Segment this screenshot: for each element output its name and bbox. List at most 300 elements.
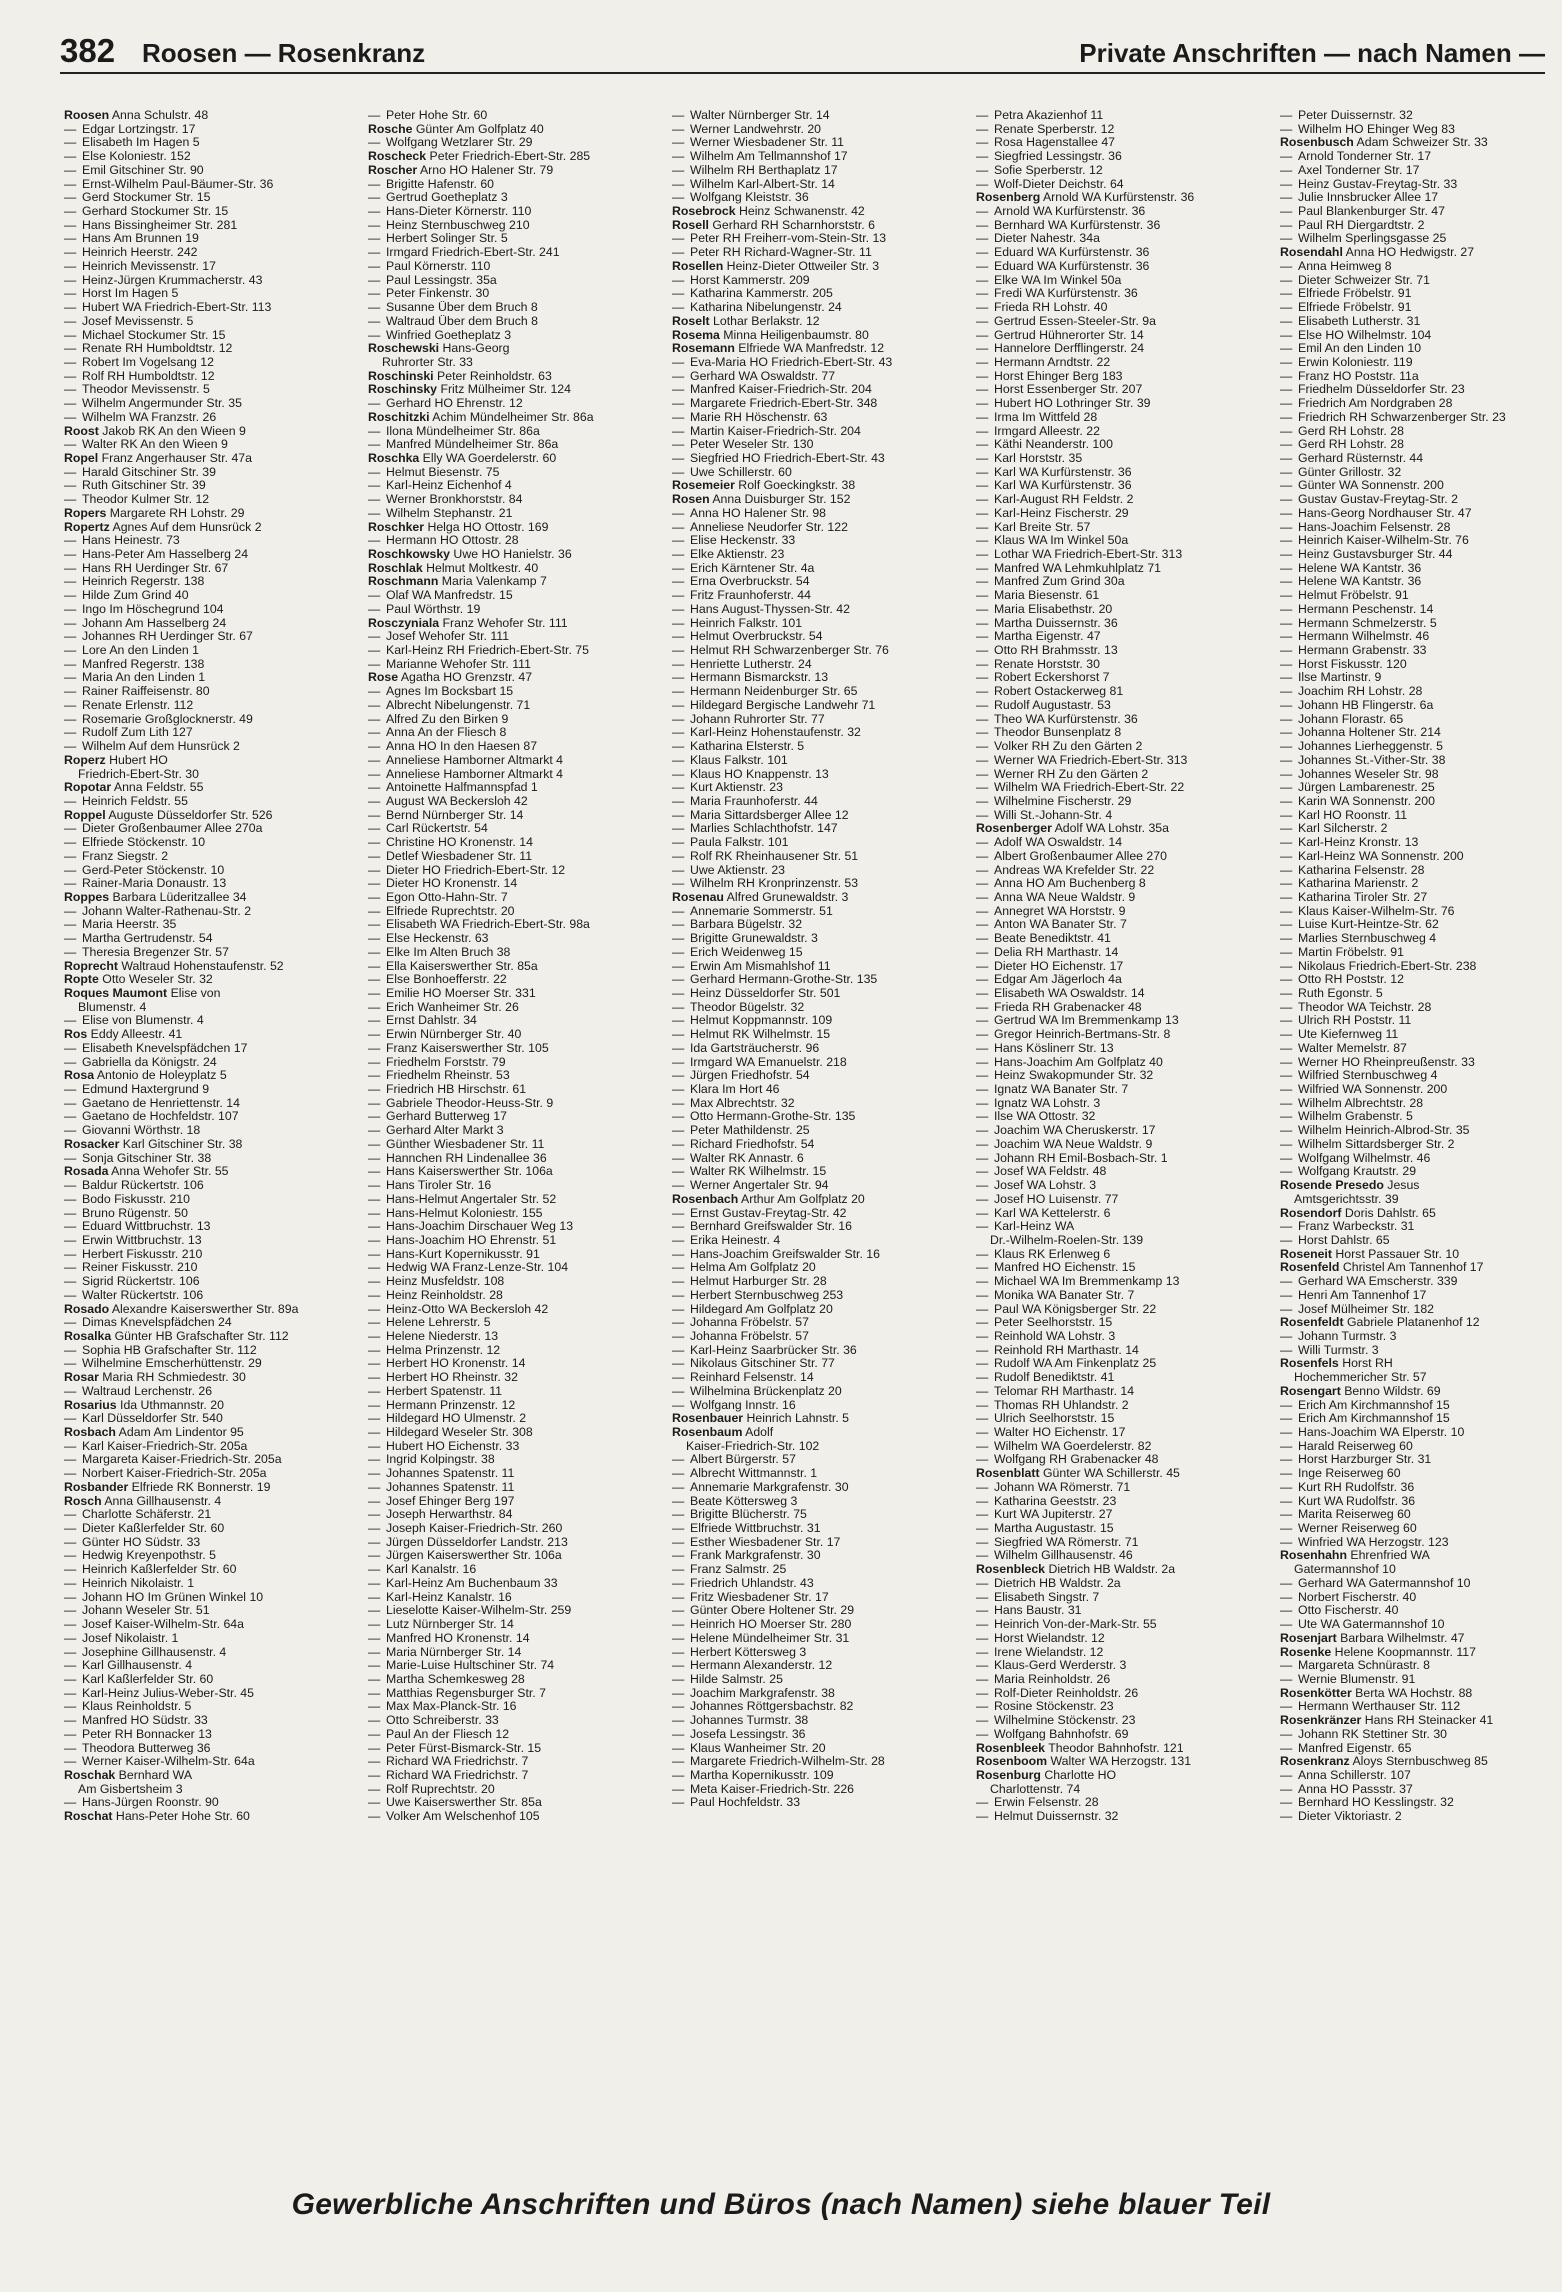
listing-entry: — Wilhelmine Stöckenstr. 23 bbox=[976, 1714, 1136, 1728]
listing-entry: — Wernie Blumenstr. 91 bbox=[1280, 1672, 1416, 1686]
listing-entry: — Erich Am Kirchmannshof 15 bbox=[1280, 1412, 1450, 1426]
listing-entry: — Günter HO Südstr. 33 bbox=[64, 1535, 201, 1549]
repeat-dash: — bbox=[1280, 287, 1293, 301]
surname: Roprecht bbox=[64, 959, 118, 973]
listing-entry: — Karl Kaiser-Friedrich-Str. 205a bbox=[64, 1439, 248, 1453]
repeat-dash: — bbox=[672, 685, 685, 699]
listing-entry: — Hedwig Kreyenpothstr. 5 bbox=[64, 1549, 216, 1563]
repeat-dash: — bbox=[976, 1137, 989, 1151]
listing-entry: — Peter RH Bonnacker 13 bbox=[64, 1727, 212, 1741]
repeat-dash: — bbox=[672, 355, 685, 369]
repeat-dash: — bbox=[64, 1563, 77, 1577]
listing-entry: — Elke Im Alten Bruch 38 bbox=[368, 945, 511, 959]
repeat-dash: — bbox=[1280, 1508, 1293, 1522]
repeat-dash: — bbox=[976, 1302, 989, 1316]
repeat-dash: — bbox=[1280, 1302, 1293, 1316]
repeat-dash: — bbox=[1280, 1151, 1293, 1165]
repeat-dash: — bbox=[368, 918, 381, 932]
surname: Roscheck bbox=[368, 150, 427, 164]
repeat-dash: — bbox=[64, 1247, 77, 1261]
repeat-dash: — bbox=[368, 287, 381, 301]
surname-entry: Roppes Barbara Lüderitzallee 34 bbox=[64, 890, 247, 904]
listing-entry: — Elke WA Im Winkel 50a bbox=[976, 273, 1122, 287]
listing-entry: — Elisabeth Im Hagen 5 bbox=[64, 136, 200, 150]
repeat-dash: — bbox=[368, 1768, 381, 1782]
repeat-dash: — bbox=[976, 246, 989, 260]
listing-entry: — Axel Tonderner Str. 17 bbox=[1280, 163, 1420, 177]
listing-entry: — Richard Friedhofstr. 54 bbox=[672, 1137, 815, 1151]
listing-entry: — Julie Innsbrucker Allee 17 bbox=[1280, 191, 1439, 205]
listing-entry: — Werner Kaiser-Wilhelm-Str. 64a bbox=[64, 1755, 255, 1769]
listing-entry: — Rainer Raiffeisenstr. 80 bbox=[64, 685, 210, 699]
listing-entry: — Giovanni Wörthstr. 18 bbox=[64, 1124, 201, 1138]
listing-entry: — Sophia HB Grafschafter Str. 112 bbox=[64, 1343, 257, 1357]
repeat-dash: — bbox=[976, 136, 989, 150]
surname: Rosendorf bbox=[1280, 1206, 1342, 1220]
repeat-dash: — bbox=[976, 177, 989, 191]
repeat-dash: — bbox=[672, 1261, 685, 1275]
repeat-dash: — bbox=[672, 136, 685, 150]
repeat-dash: — bbox=[368, 1165, 381, 1179]
listing-entry: — Martha Schemkesweg 28 bbox=[368, 1672, 525, 1686]
repeat-dash: — bbox=[368, 1384, 381, 1398]
listing-entry: — Günter WA Sonnenstr. 200 bbox=[1280, 479, 1444, 493]
listing-entry: — Heinrich Feldstr. 55 bbox=[64, 794, 188, 808]
listing-entry: — Hermann Prinzenstr. 12 bbox=[368, 1398, 516, 1412]
listing-entry: — Detlef Wiesbadener Str. 11 bbox=[368, 849, 533, 863]
listing-entry: — Hans-Joachim Am Golfplatz 40 bbox=[976, 1055, 1163, 1069]
repeat-dash: — bbox=[64, 218, 77, 232]
listing-entry: — Johann Am Hasselberg 24 bbox=[64, 616, 227, 630]
listing-entry: — Friedhelm Rheinstr. 53 bbox=[368, 1069, 510, 1083]
listing-entry: — Albert Bürgerstr. 57 bbox=[672, 1453, 796, 1467]
listing-entry: — Hans Baustr. 31 bbox=[976, 1604, 1082, 1618]
repeat-dash: — bbox=[1280, 191, 1293, 205]
listing-entry: — Robert Im Vogelsang 12 bbox=[64, 355, 214, 369]
listing-entry: — Albert Großenbaumer Allee 270 bbox=[976, 849, 1167, 863]
listing-entry: — Baldur Rückertstr. 106 bbox=[64, 1179, 204, 1193]
listing-entry: — Beate Benediktstr. 41 bbox=[976, 932, 1111, 946]
repeat-dash: — bbox=[672, 1110, 685, 1124]
listing-entry: — Wilhelm RH Kronprinzenstr. 53 bbox=[672, 877, 859, 891]
listing-entry: — Wilhelm Angermunder Str. 35 bbox=[64, 397, 242, 411]
repeat-dash: — bbox=[1280, 205, 1293, 219]
listing-entry: — Paul Wörthstr. 19 bbox=[368, 602, 481, 616]
repeat-dash: — bbox=[368, 1672, 381, 1686]
repeat-dash: — bbox=[64, 136, 77, 150]
listing-entry: — Ruth Gitschiner Str. 39 bbox=[64, 479, 206, 493]
repeat-dash: — bbox=[368, 506, 381, 520]
listing-entry: — Gertrud Goetheplatz 3 bbox=[368, 191, 508, 205]
listing-entry: — Renate Sperberstr. 12 bbox=[976, 122, 1115, 136]
listing-entry: — Anneliese Neudorfer Str. 122 bbox=[672, 520, 848, 534]
listing-entry: — Ignatz WA Banater Str. 7 bbox=[976, 1083, 1129, 1097]
listing-entry: — Katharina Tiroler Str. 27 bbox=[1280, 890, 1428, 904]
surname: Roost bbox=[64, 424, 99, 438]
repeat-dash: — bbox=[1280, 534, 1293, 548]
listing-entry: — Johanna Holtener Str. 214 bbox=[1280, 726, 1441, 740]
surname: Rosende Presedo bbox=[1280, 1179, 1384, 1193]
repeat-dash: — bbox=[368, 397, 381, 411]
listing-entry: — Gerhard HO Ehrenstr. 12 bbox=[368, 397, 523, 411]
repeat-dash: — bbox=[1280, 987, 1293, 1000]
listing-entry: — Heinz-Otto WA Beckersloh 42 bbox=[368, 1302, 549, 1316]
repeat-dash: — bbox=[64, 740, 77, 754]
listing-entry: — Heinz Sternbuschweg 210 bbox=[368, 218, 530, 232]
listing-entry: — Rainer-Maria Donaustr. 13 bbox=[64, 877, 227, 891]
repeat-dash: — bbox=[672, 1659, 685, 1673]
surname: Rosenbleek bbox=[976, 1741, 1046, 1755]
repeat-dash: — bbox=[976, 794, 989, 808]
listing-entry: — Annemarie Markgrafenstr. 30 bbox=[672, 1480, 849, 1494]
repeat-dash: — bbox=[1280, 1480, 1293, 1494]
surname: Rosado bbox=[64, 1302, 110, 1316]
listing-entry: — Frieda RH Lohstr. 40 bbox=[976, 301, 1108, 315]
listing-entry: — Joseph Kaiser-Friedrich-Str. 260 bbox=[368, 1522, 563, 1536]
listing-entry: — Johannes Lierheggenstr. 5 bbox=[1280, 740, 1443, 754]
listing-entry: — Henri Am Tannenhof 17 bbox=[1280, 1288, 1427, 1302]
repeat-dash: — bbox=[64, 589, 77, 603]
repeat-dash: — bbox=[976, 383, 989, 397]
repeat-dash: — bbox=[64, 863, 77, 877]
listing-entry: — August WA Beckersloh 42 bbox=[368, 794, 528, 808]
repeat-dash: — bbox=[64, 1288, 77, 1302]
surname-entry: Ros Eddy Alleestr. 41 bbox=[64, 1028, 183, 1042]
listing-entry: — Ida Gartsträucherstr. 96 bbox=[672, 1041, 820, 1055]
listing-entry: — Hermann Neidenburger Str. 65 bbox=[672, 685, 858, 699]
repeat-dash: — bbox=[1280, 479, 1293, 493]
repeat-dash: — bbox=[368, 1110, 381, 1124]
repeat-dash: — bbox=[672, 1329, 685, 1343]
repeat-dash: — bbox=[976, 698, 989, 712]
surname-entry: Roselt Lothar Berlakstr. 12 bbox=[672, 314, 820, 328]
repeat-dash: — bbox=[976, 1343, 989, 1357]
surname-entry: Ropte Otto Weseler Str. 32 bbox=[64, 973, 213, 987]
repeat-dash: — bbox=[976, 602, 989, 616]
listing-entry: — Karl-Heinz WA bbox=[976, 1220, 1075, 1234]
listing-entry: — Marita Reiserweg 60 bbox=[1280, 1508, 1411, 1522]
listing-entry: — Wolf-Dieter Deichstr. 64 bbox=[976, 177, 1124, 191]
repeat-dash: — bbox=[976, 630, 989, 644]
listing-entry: — Reiner Fiskusstr. 210 bbox=[64, 1261, 198, 1275]
listing-entry: — Kurt Aktienstr. 23 bbox=[672, 781, 783, 795]
surname-entry: Rosenfeld Christel Am Tannenhof 17 bbox=[1280, 1261, 1484, 1275]
listing-entry: — Werner Bronkhorststr. 84 bbox=[368, 493, 523, 507]
listing-entry: — Martin Kaiser-Friedrich-Str. 204 bbox=[672, 424, 861, 438]
surname: Roschkowsky bbox=[368, 548, 451, 561]
repeat-dash: — bbox=[672, 1398, 685, 1412]
listing-entry: — Monika WA Banater Str. 7 bbox=[976, 1288, 1135, 1302]
listing-entry: — Alfred Zu den Birken 9 bbox=[368, 712, 509, 726]
repeat-dash: — bbox=[1280, 945, 1293, 959]
repeat-dash: — bbox=[976, 1206, 989, 1220]
listing-entry: — Hermann HO Ottostr. 28 bbox=[368, 534, 519, 548]
surname: Roschlak bbox=[368, 561, 423, 575]
listing-entry: — Elfriede Wittbruchstr. 31 bbox=[672, 1522, 821, 1536]
repeat-dash: — bbox=[976, 712, 989, 726]
listing-entry: — Erna Overbruckstr. 54 bbox=[672, 575, 810, 589]
repeat-dash: — bbox=[976, 589, 989, 603]
listing-entry: — Johannes St.-Vither-Str. 38 bbox=[1280, 753, 1446, 767]
listing-entry: — Richard WA Friedrichstr. 7 bbox=[368, 1755, 529, 1769]
listing-entry: — Josephine Gillhausenstr. 4 bbox=[64, 1645, 227, 1659]
listing-entry: — Hildegard Bergische Landwehr 71 bbox=[672, 698, 876, 712]
repeat-dash: — bbox=[672, 740, 685, 754]
surname-entry: Ropers Margarete RH Lohstr. 29 bbox=[64, 506, 245, 520]
repeat-dash: — bbox=[976, 685, 989, 699]
listing-entry: — Katharina Marienstr. 2 bbox=[1280, 877, 1419, 891]
listing-entry: — Robert Ostackerweg 81 bbox=[976, 685, 1124, 699]
repeat-dash: — bbox=[368, 712, 381, 726]
listing-entry: — Johann Walter-Rathenau-Str. 2 bbox=[64, 904, 252, 918]
repeat-dash: — bbox=[368, 273, 381, 287]
listing-entry: — Josef Mevissenstr. 5 bbox=[64, 314, 194, 328]
repeat-dash: — bbox=[64, 561, 77, 575]
repeat-dash: — bbox=[1280, 932, 1293, 946]
listing-entry: — Wilfried Sternbuschweg 4 bbox=[1280, 1069, 1438, 1083]
listing-entry: — Karl-Heinz Hohenstaufenstr. 32 bbox=[672, 726, 861, 740]
surname-entry: Rosenke Helene Koopmannstr. 117 bbox=[1280, 1645, 1476, 1659]
listing-entry: — Herbert Spatenstr. 11 bbox=[368, 1384, 502, 1398]
listing-entry: — Karl Horststr. 35 bbox=[976, 451, 1083, 465]
listing-entry: — Hans Heinestr. 73 bbox=[64, 534, 180, 548]
repeat-dash: — bbox=[976, 1398, 989, 1412]
listing-entry: — Wilhelm WA Franzstr. 26 bbox=[64, 410, 217, 424]
repeat-dash: — bbox=[672, 383, 685, 397]
repeat-dash: — bbox=[64, 849, 77, 863]
listing-entry: — Herbert Köttersweg 3 bbox=[672, 1645, 807, 1659]
repeat-dash: — bbox=[976, 438, 989, 452]
repeat-dash: — bbox=[1280, 1233, 1293, 1247]
repeat-dash: — bbox=[368, 1014, 381, 1028]
repeat-dash: — bbox=[368, 630, 381, 644]
repeat-dash: — bbox=[672, 1796, 685, 1810]
listing-entry: — Anna HO Am Buchenberg 8 bbox=[976, 877, 1146, 891]
surname: Roschitzki bbox=[368, 410, 430, 424]
listing-entry: — Wilhelm Sperlingsgasse 25 bbox=[1280, 232, 1447, 246]
listing-entry: — Lieselotte Kaiser-Wilhelm-Str. 259 bbox=[368, 1604, 572, 1618]
repeat-dash: — bbox=[64, 397, 77, 411]
listing-entry: — Michael WA Im Bremmenkamp 13 bbox=[976, 1275, 1180, 1289]
listing-entry: — Gerhard Hermann-Grothe-Str. 135 bbox=[672, 973, 878, 987]
listing-entry: — Hermann Alexanderstr. 12 bbox=[672, 1659, 833, 1673]
listing-entry: — Karl-Heinz Saarbrücker Str. 36 bbox=[672, 1343, 857, 1357]
surname-entry: Rosado Alexandre Kaiserswerther Str. 89a bbox=[64, 1302, 299, 1316]
repeat-dash: — bbox=[672, 904, 685, 918]
listing-entry: — Gerhard Stockumer Str. 15 bbox=[64, 205, 229, 219]
listing-entry: — Theodor WA Teichstr. 28 bbox=[1280, 1000, 1432, 1014]
surname-entry: Roseneit Horst Passauer Str. 10 bbox=[1280, 1247, 1460, 1261]
surname-entry: Rosbander Elfriede RK Bonnerstr. 19 bbox=[64, 1480, 271, 1494]
listing-entry: — Theodora Butterweg 36 bbox=[64, 1741, 211, 1755]
surname: Rosczyniala bbox=[368, 616, 440, 630]
listing-entry: — Dieter Nahestr. 34a bbox=[976, 232, 1100, 246]
repeat-dash: — bbox=[976, 1535, 989, 1549]
listing-entry: — Josef WA Feldstr. 48 bbox=[976, 1165, 1107, 1179]
listing-entry: — Hilde Zum Grind 40 bbox=[64, 589, 189, 603]
listing-entry: — Heinrich Regerstr. 138 bbox=[64, 575, 205, 589]
listing-entry: — Hans Köslinerr Str. 13 bbox=[976, 1041, 1114, 1055]
listing-entry: — Eva-Maria HO Friedrich-Ebert-Str. 43 bbox=[672, 355, 893, 369]
listing-entry: — Johann RK Stettiner Str. 30 bbox=[1280, 1727, 1448, 1741]
listing-entry: — Albrecht Nibelungenstr. 71 bbox=[368, 698, 531, 712]
surname: Roscher bbox=[368, 163, 418, 177]
listing-entry: — Ute WA Gatermannshof 10 bbox=[1280, 1618, 1445, 1632]
listing-entry: — Manfred WA Lehmkuhlplatz 71 bbox=[976, 561, 1162, 575]
repeat-dash: — bbox=[1280, 1453, 1293, 1467]
surname-entry: Rosenfeldt Gabriele Platanenhof 12 bbox=[1280, 1316, 1480, 1330]
surname-entry: Rosenkranz Aloys Sternbuschweg 85 bbox=[1280, 1755, 1488, 1769]
repeat-dash: — bbox=[672, 1467, 685, 1481]
listing-entry: — Maria Sittardsberger Allee 12 bbox=[672, 808, 849, 822]
listing-entry: — Manfred HO Kronenstr. 14 bbox=[368, 1631, 530, 1645]
repeat-dash: — bbox=[1280, 1576, 1293, 1590]
repeat-dash: — bbox=[1280, 1768, 1293, 1782]
surname-entry: Roprecht Waltraud Hohenstaufenstr. 52 bbox=[64, 959, 284, 973]
repeat-dash: — bbox=[368, 301, 381, 315]
listing-entry: — Hans-Dieter Körnerstr. 110 bbox=[368, 205, 532, 219]
listing-entry: — Hermann Bismarckstr. 13 bbox=[672, 671, 829, 685]
repeat-dash: — bbox=[976, 342, 989, 356]
repeat-dash: — bbox=[368, 932, 381, 946]
surname-entry: Rosa Antonio de Holeyplatz 5 bbox=[64, 1069, 227, 1083]
listing-entry: — Friedhelm Forststr. 79 bbox=[368, 1055, 506, 1069]
repeat-dash: — bbox=[64, 1549, 77, 1563]
surname-entry: Roost Jakob RK An den Wieen 9 bbox=[64, 424, 246, 438]
listing-entry: — Heinz Gustav-Freytag-Str. 33 bbox=[1280, 177, 1458, 191]
listing-entry: — Werner RH Zu den Gärten 2 bbox=[976, 767, 1149, 781]
repeat-dash: — bbox=[976, 150, 989, 164]
listing-entry: — Dieter HO Kronenstr. 14 bbox=[368, 877, 518, 891]
surname-entry: Rosendahl Anna HO Hedwigstr. 27 bbox=[1280, 246, 1475, 260]
repeat-dash: — bbox=[64, 163, 77, 177]
listing-entry: — Franz Kaiserswerther Str. 105 bbox=[368, 1041, 549, 1055]
listing-entry: — Norbert Fischerstr. 40 bbox=[1280, 1590, 1417, 1604]
repeat-dash: — bbox=[672, 301, 685, 315]
repeat-dash: — bbox=[976, 890, 989, 904]
listing-entry: — Theodor Bunsenplatz 8 bbox=[976, 726, 1122, 740]
repeat-dash: — bbox=[976, 259, 989, 273]
listing-entry: — Anton WA Banater Str. 7 bbox=[976, 918, 1127, 932]
repeat-dash: — bbox=[1280, 973, 1293, 987]
repeat-dash: — bbox=[64, 1343, 77, 1357]
listing-entry: — Ella Kaiserswerther Str. 85a bbox=[368, 959, 538, 973]
listing-entry: — Werner Landwehrstr. 20 bbox=[672, 122, 822, 136]
repeat-dash: — bbox=[368, 479, 381, 493]
listing-entry: — Gerd-Peter Stöckenstr. 10 bbox=[64, 863, 225, 877]
listing-entry: — Hubert WA Friedrich-Ebert-Str. 113 bbox=[64, 301, 272, 315]
surname: Rosemann bbox=[672, 342, 735, 356]
repeat-dash: — bbox=[368, 781, 381, 795]
listing-entry: — Karl Düsseldorfer Str. 540 bbox=[64, 1412, 223, 1426]
surname-entry: Rosalka Günter HB Grafschafter Str. 112 bbox=[64, 1329, 289, 1343]
repeat-dash: — bbox=[976, 644, 989, 658]
listing-entry: — Käthi Neanderstr. 100 bbox=[976, 438, 1113, 452]
repeat-dash: — bbox=[976, 1727, 989, 1741]
repeat-dash: — bbox=[64, 1179, 77, 1193]
repeat-dash: — bbox=[368, 1741, 381, 1755]
repeat-dash: — bbox=[976, 109, 989, 122]
listing-entry: — Johanna Fröbelstr. 57 bbox=[672, 1329, 809, 1343]
repeat-dash: — bbox=[368, 740, 381, 754]
listing-entry: — Dieter Viktoriastr. 2 bbox=[1280, 1810, 1402, 1824]
repeat-dash: — bbox=[368, 1755, 381, 1769]
repeat-dash: — bbox=[368, 1467, 381, 1481]
repeat-dash: — bbox=[672, 465, 685, 479]
surname: Rosendahl bbox=[1280, 246, 1343, 260]
surname: Rosada bbox=[64, 1165, 109, 1179]
repeat-dash: — bbox=[976, 849, 989, 863]
listing-entry: — Winfried Goetheplatz 3 bbox=[368, 328, 512, 342]
repeat-dash: — bbox=[368, 1590, 381, 1604]
listing-entry: — Anna Heimweg 8 bbox=[1280, 259, 1392, 273]
listing-entry: — Renate Horststr. 30 bbox=[976, 657, 1100, 671]
listing-entry: — Dieter Kaßlerfelder Str. 60 bbox=[64, 1522, 225, 1536]
surname-entry: Rosen Anna Duisburger Str. 152 bbox=[672, 493, 851, 507]
column-1 bbox=[64, 109, 360, 2159]
listing-entry: — Hubert HO Eichenstr. 33 bbox=[368, 1439, 520, 1453]
repeat-dash: — bbox=[1280, 808, 1293, 822]
repeat-dash: — bbox=[672, 575, 685, 589]
listing-entry: — Paul Blankenburger Str. 47 bbox=[1280, 205, 1445, 219]
listing-entry: — Franz Warbeckstr. 31 bbox=[1280, 1220, 1415, 1234]
listing-entry: — Meta Kaiser-Friedrich-Str. 226 bbox=[672, 1782, 855, 1796]
listing-entry: — Theodor Bügelstr. 32 bbox=[672, 1000, 805, 1014]
repeat-dash: — bbox=[672, 1384, 685, 1398]
listing-entry: — Rolf RH Humboldtstr. 12 bbox=[64, 369, 215, 383]
running-head-left: Roosen — Rosenkranz bbox=[142, 38, 426, 68]
repeat-dash: — bbox=[64, 122, 77, 136]
listing-entry: — Elisabeth Knevelspfädchen 17 bbox=[64, 1041, 248, 1055]
listing-entry: — Wilhelm Grabenstr. 5 bbox=[1280, 1110, 1413, 1124]
repeat-dash: — bbox=[1280, 575, 1293, 589]
repeat-dash: — bbox=[64, 1590, 77, 1604]
repeat-dash: — bbox=[368, 1686, 381, 1700]
surname-entry: Roschlak Helmut Moltkestr. 40 bbox=[368, 561, 539, 575]
listing-entry: — Horst Im Hagen 5 bbox=[64, 287, 179, 301]
listing-entry: — Hans-Kurt Kopernikusstr. 91 bbox=[368, 1247, 540, 1261]
repeat-dash: — bbox=[368, 493, 381, 507]
continuation-line: Kaiser-Friedrich-Str. 102 bbox=[686, 1439, 820, 1453]
listing-entry: — Nikolaus Friedrich-Ebert-Str. 238 bbox=[1280, 959, 1477, 973]
listing-entry: — Elfriede Fröbelstr. 91 bbox=[1280, 301, 1412, 315]
repeat-dash: — bbox=[64, 1151, 77, 1165]
repeat-dash: — bbox=[976, 904, 989, 918]
repeat-dash: — bbox=[976, 273, 989, 287]
listing-entry: — Peter Hohe Str. 60 bbox=[368, 109, 488, 122]
repeat-dash: — bbox=[976, 1165, 989, 1179]
surname-entry: Rosch Anna Gillhausenstr. 4 bbox=[64, 1494, 222, 1508]
surname: Rosenkranz bbox=[1280, 1755, 1350, 1769]
repeat-dash: — bbox=[976, 561, 989, 575]
listing-entry: — Joachim WA Cheruskerstr. 17 bbox=[976, 1124, 1156, 1138]
listing-entry: — Walter Nürnberger Str. 14 bbox=[672, 109, 830, 122]
repeat-dash: — bbox=[672, 1686, 685, 1700]
repeat-dash: — bbox=[976, 1083, 989, 1097]
repeat-dash: — bbox=[672, 506, 685, 520]
listing-entry: — Heinrich HO Moerser Str. 280 bbox=[672, 1618, 852, 1632]
listing-entry: — Rudolf Benediktstr. 41 bbox=[976, 1371, 1115, 1385]
repeat-dash: — bbox=[976, 465, 989, 479]
listing-entry: — Winfried WA Herzogstr. 123 bbox=[1280, 1535, 1449, 1549]
listing-entry: — Otto Schreiberstr. 33 bbox=[368, 1714, 499, 1728]
surname: Rose bbox=[368, 671, 399, 685]
repeat-dash: — bbox=[976, 314, 989, 328]
listing-entry: — Karl-Heinz Fischerstr. 29 bbox=[976, 506, 1129, 520]
listing-entry: — Barbara Bügelstr. 32 bbox=[672, 918, 803, 932]
repeat-dash: — bbox=[64, 1316, 77, 1330]
listing-entry: — Hermann Werthauser Str. 112 bbox=[1280, 1700, 1461, 1714]
